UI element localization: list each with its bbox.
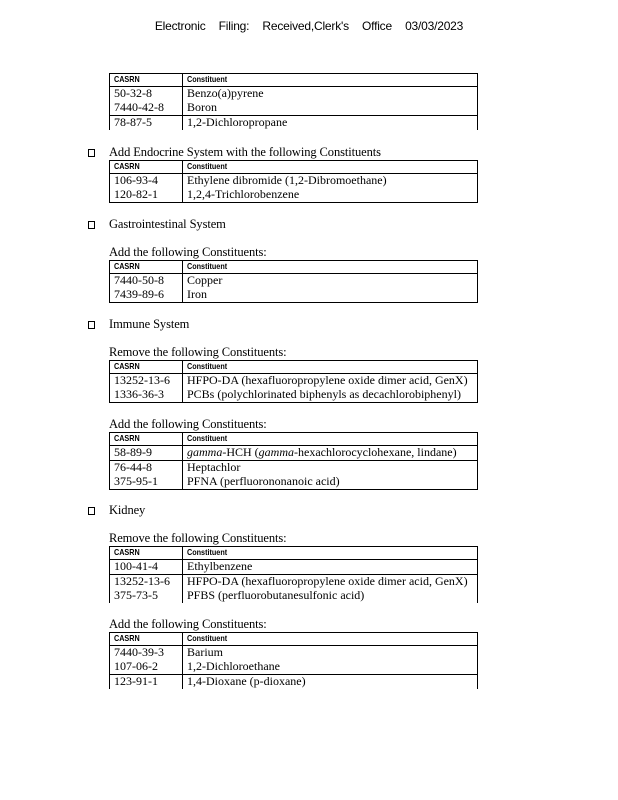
table-header (110, 432, 477, 446)
italic-prefix: gamma (187, 446, 223, 459)
casrn-cell: 7440-42-8 (114, 101, 164, 114)
section-title-kidney: Kidney (109, 503, 146, 517)
table-row (110, 646, 477, 660)
gastro-add-label: Add the following Constituents: (109, 245, 267, 259)
table-header (110, 360, 477, 374)
table-row (110, 101, 477, 115)
table-header (110, 160, 477, 174)
table-row (110, 274, 477, 288)
constituent-cell: 1,2-Dichloropropane (187, 116, 288, 129)
constituent-cell: PFBS (perfluorobutanesulfonic acid) (187, 589, 365, 602)
table-header (110, 260, 477, 274)
casrn-cell: 107-06-2 (114, 660, 158, 673)
italic-prefix: gamma (258, 446, 295, 459)
casrn-cell: 78-87-5 (114, 116, 152, 129)
table-row (110, 460, 477, 475)
table-row (110, 589, 477, 603)
casrn-cell: 1336-36-3 (114, 388, 164, 401)
gastro-add-table (109, 260, 478, 303)
constituent-rest: -hexachlorocyclohexane, lindane) (294, 446, 457, 459)
endocrine-table (109, 160, 478, 203)
constituent-mid: -HCH ( (222, 446, 259, 459)
casrn-cell: 58-89-9 (114, 446, 152, 459)
kidney-add-label: Add the following Constituents: (109, 617, 267, 631)
immune-remove-table (109, 360, 478, 403)
filing-header: Electronic Filing: Received,Clerk's Office 03/03/2023 (154, 19, 464, 33)
casrn-cell: 7440-50-8 (114, 274, 164, 287)
casrn-cell: 375-95-1 (114, 475, 158, 488)
casrn-cell: 375-73-5 (114, 589, 158, 602)
constituent-header: Constituent (187, 547, 228, 557)
casrn-cell: 13252-13-6 (114, 374, 170, 387)
casrn-header: CASRN (114, 433, 140, 443)
table-row (110, 188, 477, 202)
casrn-header: CASRN (114, 633, 140, 643)
casrn-cell: 123-91-1 (114, 675, 158, 688)
table-row (110, 115, 477, 130)
immune-add-table (109, 432, 478, 490)
checkbox-bullet-icon (88, 507, 95, 515)
casrn-header: CASRN (114, 261, 140, 271)
constituent-header: Constituent (187, 433, 228, 443)
constituent-cell: Heptachlor (187, 461, 241, 474)
casrn-cell: 76-44-8 (114, 461, 152, 474)
constituent-cell: HFPO-DA (hexafluoropropylene oxide dimer acid, GenX) (187, 374, 468, 387)
casrn-header: CASRN (114, 74, 140, 84)
casrn-cell: 7439-89-6 (114, 288, 164, 301)
casrn-cell: 7440-39-3 (114, 646, 164, 659)
table-row (110, 87, 477, 101)
table-row (110, 475, 477, 489)
constituent-cell: 1,2,4-Trichlorobenzene (187, 188, 300, 201)
constituent-cell: Barium (187, 646, 223, 659)
casrn-cell: 13252-13-6 (114, 575, 170, 588)
constituent-header: Constituent (187, 161, 228, 171)
constituent-cell (187, 446, 475, 459)
constituent-header: Constituent (187, 361, 228, 371)
table-header (110, 73, 477, 87)
casrn-header: CASRN (114, 547, 140, 557)
table-row (110, 288, 477, 302)
casrn-cell: 120-82-1 (114, 188, 158, 201)
constituent-cell: PFNA (perfluorononanoic acid) (187, 475, 340, 488)
table-row (110, 674, 477, 689)
section-title-endocrine: Add Endocrine System with the following Constituents (109, 145, 381, 159)
constituent-cell: Ethylbenzene (187, 560, 253, 573)
constituent-cell: HFPO-DA (hexafluoropropylene oxide dimer acid, GenX) (187, 575, 468, 588)
section-title-gastro: Gastrointestinal System (109, 217, 226, 231)
constituent-cell: Ethylene dibromide (1,2-Dibromoethane) (187, 174, 387, 187)
casrn-cell: 100-41-4 (114, 560, 158, 573)
kidney-remove-label: Remove the following Constituents: (109, 531, 287, 545)
constituent-cell: Benzo(a)pyrene (187, 87, 264, 100)
constituent-header: Constituent (187, 633, 228, 643)
immune-add-label: Add the following Constituents: (109, 417, 267, 431)
casrn-cell: 50-32-8 (114, 87, 152, 100)
table-row (110, 574, 477, 589)
table-row (110, 374, 477, 388)
kidney-remove-table (109, 546, 478, 603)
casrn-header: CASRN (114, 361, 140, 371)
table-row (110, 174, 477, 188)
casrn-header: CASRN (114, 161, 140, 171)
constituent-header: Constituent (187, 261, 228, 271)
constituent-cell: Copper (187, 274, 223, 287)
checkbox-bullet-icon (88, 149, 95, 157)
table-row (110, 560, 477, 574)
constituent-cell: 1,2-Dichloroethane (187, 660, 280, 673)
kidney-add-table (109, 632, 478, 689)
constituent-cell: Boron (187, 101, 217, 114)
section-title-immune: Immune System (109, 317, 190, 331)
constituent-cell: Iron (187, 288, 207, 301)
casrn-cell: 106-93-4 (114, 174, 158, 187)
top-constituent-table (109, 73, 478, 130)
table-row (110, 446, 477, 460)
table-row (110, 660, 477, 674)
table-header (110, 632, 477, 646)
constituent-cell: PCBs (polychlorinated biphenyls as decachlorobiphenyl) (187, 388, 461, 401)
constituent-cell: 1,4-Dioxane (p-dioxane) (187, 675, 306, 688)
constituent-header: Constituent (187, 74, 228, 84)
checkbox-bullet-icon (88, 321, 95, 329)
table-header (110, 546, 477, 560)
table-row (110, 388, 477, 402)
checkbox-bullet-icon (88, 221, 95, 229)
immune-remove-label: Remove the following Constituents: (109, 345, 287, 359)
